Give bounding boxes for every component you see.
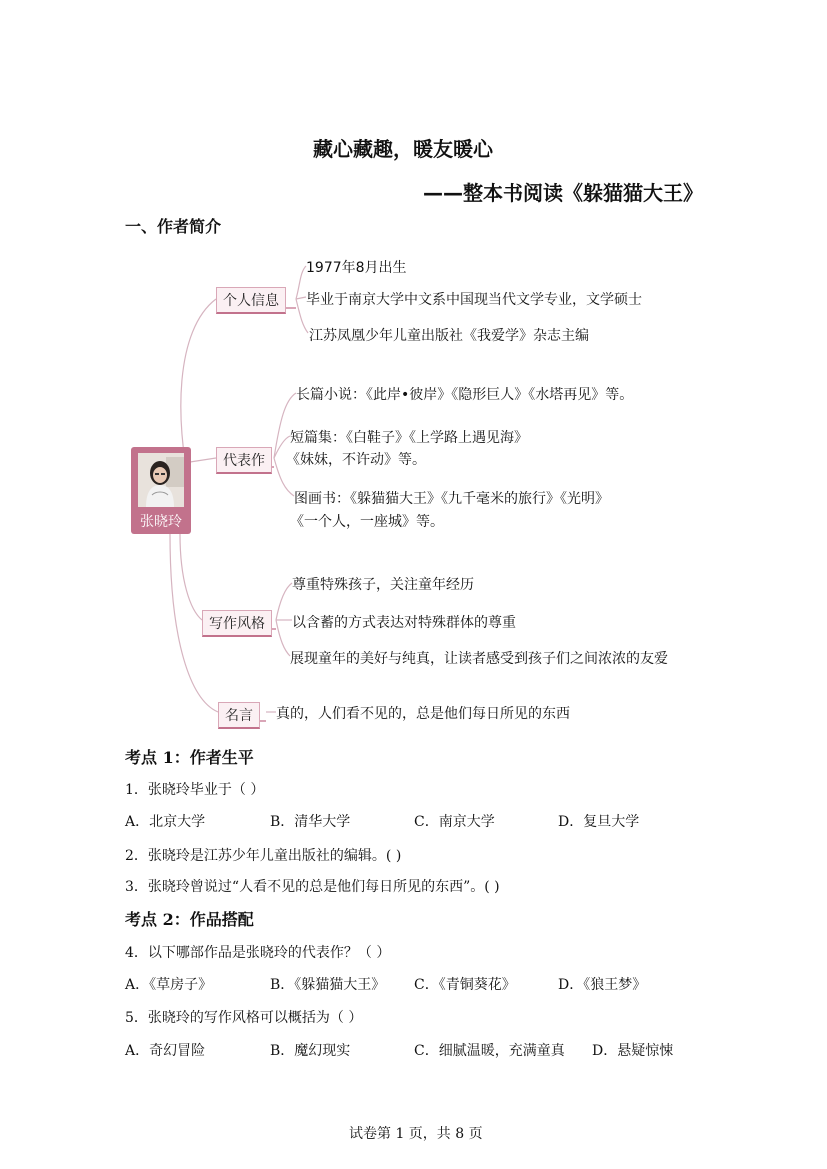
question-4-option-b: B．《躲猫猫大王》 [270, 977, 386, 993]
question-5-option-d: D．悬疑惊悚 [592, 1043, 674, 1059]
mindmap-branch-quote: 名言 [218, 702, 260, 729]
author-photo [138, 453, 184, 507]
mindmap-item: 1977年8月出生 [306, 260, 407, 276]
question-5-option-b: B．魔幻现实 [270, 1043, 351, 1059]
mindmap-item: 江苏凤凰少年儿童出版社《我爱学》杂志主编 [309, 328, 589, 344]
author-name: 张晓玲 [140, 514, 182, 530]
mindmap-item: 《一个人，一座城》等。 [290, 514, 444, 530]
question-5-option-c: C．细腻温暖，充满童真 [414, 1043, 565, 1059]
page-footer: 试卷第 1 页，共 8 页 [349, 1126, 483, 1142]
point2-heading: 考点 2：作品搭配 [125, 910, 254, 929]
question-3: 3．张晓玲曾说过“人看不见的总是他们每日所见的东西”。( ) [125, 879, 500, 895]
mindmap-item: 展现童年的美好与纯真，让读者感受到孩子们之间浓浓的友爱 [290, 651, 668, 667]
mindmap-item: 长篇小说：《此岸•彼岸》《隐形巨人》《水塔再见》等。 [296, 387, 634, 403]
mindmap-item: 真的，人们看不见的，总是他们每日所见的东西 [276, 706, 570, 722]
question-4-option-a: A．《草房子》 [125, 977, 213, 993]
question-2: 2．张晓玲是江苏少年儿童出版社的编辑。( ) [125, 848, 402, 864]
question-1-option-d: D．复旦大学 [558, 814, 640, 830]
mindmap-branch-works: 代表作 [216, 447, 272, 474]
page-title: 藏心藏趣，暖友暖心 [313, 137, 493, 161]
question-5: 5．张晓玲的写作风格可以概括为（ ） [125, 1010, 363, 1026]
question-4-option-d: D．《狼王梦》 [558, 977, 647, 993]
author-card [131, 447, 191, 534]
mindmap-item: 尊重特殊孩子，关注童年经历 [292, 577, 474, 593]
section-heading-author: 一、作者简介 [125, 217, 222, 236]
question-5-option-a: A．奇幻冒险 [125, 1043, 206, 1059]
question-1-option-a: A．北京大学 [125, 814, 206, 830]
question-1-option-c: C．南京大学 [414, 814, 495, 830]
question-4-option-c: C．《青铜葵花》 [414, 977, 516, 993]
mindmap-item: 《妹妹，不许动》等。 [286, 452, 426, 468]
mindmap-branch-personal-info: 个人信息 [216, 287, 286, 314]
page-subtitle: ——整本书阅读《躲猫猫大王》 [423, 181, 703, 205]
mindmap-item: 短篇集：《白鞋子》《上学路上遇见海》 [290, 430, 528, 446]
question-1: 1．张晓玲毕业于（ ） [125, 782, 265, 798]
question-4: 4．以下哪部作品是张晓玲的代表作？（ ） [125, 945, 391, 961]
question-1-option-b: B．清华大学 [270, 814, 351, 830]
mindmap-item: 图画书：《躲猫猫大王》《九千毫米的旅行》《光明》 [294, 491, 609, 507]
point1-heading: 考点 1：作者生平 [125, 748, 254, 767]
mindmap-branch-style: 写作风格 [202, 610, 272, 637]
mindmap-item: 以含蓄的方式表达对特殊群体的尊重 [292, 615, 516, 631]
mindmap-item: 毕业于南京大学中文系中国现当代文学专业，文学硕士 [306, 292, 642, 308]
